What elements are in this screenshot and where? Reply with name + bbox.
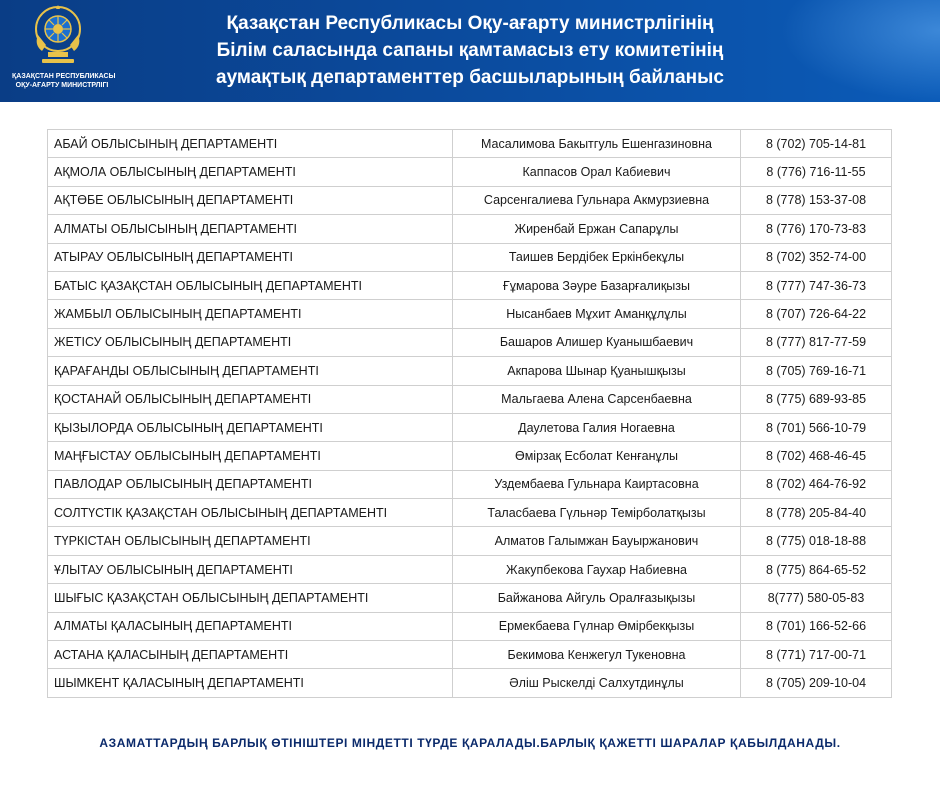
- table-row: [48, 328, 892, 356]
- table-row: [48, 385, 892, 413]
- head-name-cell: Жиренбай Ержан Сапарұлы: [453, 215, 741, 243]
- phone-cell: 8 (702) 705-14-81: [741, 130, 892, 158]
- department-cell: АЛМАТЫ ОБЛЫСЫНЫҢ ДЕПАРТАМЕНТІ: [48, 215, 453, 243]
- phone-cell: 8 (776) 170-73-83: [741, 215, 892, 243]
- department-cell: ЖЕТІСУ ОБЛЫСЫНЫҢ ДЕПАРТАМЕНТІ: [48, 328, 453, 356]
- department-cell: ШЫМКЕНТ ҚАЛАСЫНЫҢ ДЕПАРТАМЕНТІ: [48, 669, 453, 697]
- page-title-line: Білім саласында сапаны қамтамасыз ету комитетінің: [216, 40, 724, 61]
- phone-cell: 8 (771) 717-00-71: [741, 641, 892, 669]
- department-cell: ТҮРКІСТАН ОБЛЫСЫНЫҢ ДЕПАРТАМЕНТІ: [48, 527, 453, 555]
- table-row: [48, 555, 892, 583]
- table-row: [48, 215, 892, 243]
- head-name-cell: Акпарова Шынар Қуанышқызы: [453, 357, 741, 385]
- department-cell: АСТАНА ҚАЛАСЫНЫҢ ДЕПАРТАМЕНТІ: [48, 641, 453, 669]
- phone-cell: 8 (702) 468-46-45: [741, 442, 892, 470]
- footer-note: АЗАМАТТАРДЫҢ БАРЛЫҚ ӨТІНІШТЕРІ МІНДЕТТІ ТҮРДЕ ҚАРАЛАДЫ.БАРЛЫҚ ҚАЖЕТТІ ШАРАЛАР ҚАБЫЛДАНАДЫ.: [99, 736, 841, 750]
- head-name-cell: Өмірзақ Есболат Кенғанұлы: [453, 442, 741, 470]
- ministry-name: [12, 72, 116, 90]
- department-cell: ҚЫЗЫЛОРДА ОБЛЫСЫНЫҢ ДЕПАРТАМЕНТІ: [48, 413, 453, 441]
- table-row: [48, 158, 892, 186]
- phone-cell: 8 (776) 716-11-55: [741, 158, 892, 186]
- page-title-line: Қазақстан Республикасы Оқу-ағарту министрлігінің: [226, 13, 714, 34]
- table-row: [48, 186, 892, 214]
- department-cell: ЖАМБЫЛ ОБЛЫСЫНЫҢ ДЕПАРТАМЕНТІ: [48, 300, 453, 328]
- head-name-cell: Таишев Бердібек Еркінбекұлы: [453, 243, 741, 271]
- table-row: [48, 243, 892, 271]
- table-row: [48, 584, 892, 612]
- phone-cell: 8 (777) 817-77-59: [741, 328, 892, 356]
- head-name-cell: Байжанова Айгуль Оралғазықызы: [453, 584, 741, 612]
- head-name-cell: Ермекбаева Гүлнар Өмірбекқызы: [453, 612, 741, 640]
- department-cell: ПАВЛОДАР ОБЛЫСЫНЫҢ ДЕПАРТАМЕНТІ: [48, 470, 453, 498]
- phone-cell: 8 (705) 769-16-71: [741, 357, 892, 385]
- head-name-cell: Каппасов Орал Кабиевич: [453, 158, 741, 186]
- table-row: [48, 413, 892, 441]
- head-name-cell: Алматов Галымжан Бауыржанович: [453, 527, 741, 555]
- phone-cell: 8 (702) 352-74-00: [741, 243, 892, 271]
- head-name-cell: Ғұмарова Зәуре Базарғалиқызы: [453, 271, 741, 299]
- table-row: [48, 669, 892, 697]
- table-row: [48, 271, 892, 299]
- phone-cell: 8 (702) 464-76-92: [741, 470, 892, 498]
- page-title: [140, 10, 800, 91]
- head-name-cell: Әліш Рыскелді Салхутдинұлы: [453, 669, 741, 697]
- phone-cell: 8 (701) 166-52-66: [741, 612, 892, 640]
- ministry-name-line: ҚАЗАҚСТАН РЕСПУБЛИКАСЫ: [12, 73, 116, 80]
- table-row: [48, 300, 892, 328]
- department-cell: ҰЛЫТАУ ОБЛЫСЫНЫҢ ДЕПАРТАМЕНТІ: [48, 555, 453, 583]
- head-name-cell: Таласбаева Гүльнәр Темірболатқызы: [453, 499, 741, 527]
- page-title-line: аумақтық департаменттер басшыларының байланыс: [216, 67, 724, 88]
- phone-cell: 8 (701) 566-10-79: [741, 413, 892, 441]
- head-name-cell: Даулетова Галия Ногаевна: [453, 413, 741, 441]
- department-cell: АҚМОЛА ОБЛЫСЫНЫҢ ДЕПАРТАМЕНТІ: [48, 158, 453, 186]
- contacts-table: [47, 129, 892, 698]
- table-row: [48, 612, 892, 640]
- phone-cell: 8 (777) 747-36-73: [741, 271, 892, 299]
- department-cell: ШЫҒЫС ҚАЗАҚСТАН ОБЛЫСЫНЫҢ ДЕПАРТАМЕНТІ: [48, 584, 453, 612]
- table-row: [48, 357, 892, 385]
- department-cell: МАҢҒЫСТАУ ОБЛЫСЫНЫҢ ДЕПАРТАМЕНТІ: [48, 442, 453, 470]
- phone-cell: 8(777) 580-05-83: [741, 584, 892, 612]
- head-name-cell: Сарсенгалиева Гульнара Акмурзиевна: [453, 186, 741, 214]
- head-name-cell: Масалимова Бакытгуль Ешенгазиновна: [453, 130, 741, 158]
- table-row: [48, 499, 892, 527]
- page-header: [0, 0, 940, 102]
- table-row: [48, 641, 892, 669]
- department-cell: АЛМАТЫ ҚАЛАСЫНЫҢ ДЕПАРТАМЕНТІ: [48, 612, 453, 640]
- head-name-cell: Бекимова Кенжегул Тукеновна: [453, 641, 741, 669]
- head-name-cell: Жакупбекова Гаухар Набиевна: [453, 555, 741, 583]
- table-row: [48, 442, 892, 470]
- head-name-cell: Нысанбаев Мұхит Аманқұлұлы: [453, 300, 741, 328]
- phone-cell: 8 (707) 726-64-22: [741, 300, 892, 328]
- table-row: [48, 527, 892, 555]
- phone-cell: 8 (778) 153-37-08: [741, 186, 892, 214]
- department-cell: АБАЙ ОБЛЫСЫНЫҢ ДЕПАРТАМЕНТІ: [48, 130, 453, 158]
- phone-cell: 8 (778) 205-84-40: [741, 499, 892, 527]
- department-cell: СОЛТҮСТІК ҚАЗАҚСТАН ОБЛЫСЫНЫҢ ДЕПАРТАМЕНТІ: [48, 499, 453, 527]
- ministry-name-line: ОҚУ-АҒАРТУ МИНИСТРЛІГІ: [15, 82, 109, 89]
- department-cell: АҚТӨБЕ ОБЛЫСЫНЫҢ ДЕПАРТАМЕНТІ: [48, 186, 453, 214]
- department-cell: ҚОСТАНАЙ ОБЛЫСЫНЫҢ ДЕПАРТАМЕНТІ: [48, 385, 453, 413]
- phone-cell: 8 (775) 864-65-52: [741, 555, 892, 583]
- department-cell: АТЫРАУ ОБЛЫСЫНЫҢ ДЕПАРТАМЕНТІ: [48, 243, 453, 271]
- department-cell: ҚАРАҒАНДЫ ОБЛЫСЫНЫҢ ДЕПАРТАМЕНТІ: [48, 357, 453, 385]
- phone-cell: 8 (705) 209-10-04: [741, 669, 892, 697]
- table-row: [48, 130, 892, 158]
- phone-cell: 8 (775) 689-93-85: [741, 385, 892, 413]
- head-name-cell: Башаров Алишер Куанышбаевич: [453, 328, 741, 356]
- phone-cell: 8 (775) 018-18-88: [741, 527, 892, 555]
- table-row: [48, 470, 892, 498]
- head-name-cell: Уздембаева Гульнара Каиртасовна: [453, 470, 741, 498]
- department-cell: БАТЫС ҚАЗАҚСТАН ОБЛЫСЫНЫҢ ДЕПАРТАМЕНТІ: [48, 271, 453, 299]
- state-emblem-icon: [34, 5, 82, 69]
- head-name-cell: Мальгаева Алена Сарсенбаевна: [453, 385, 741, 413]
